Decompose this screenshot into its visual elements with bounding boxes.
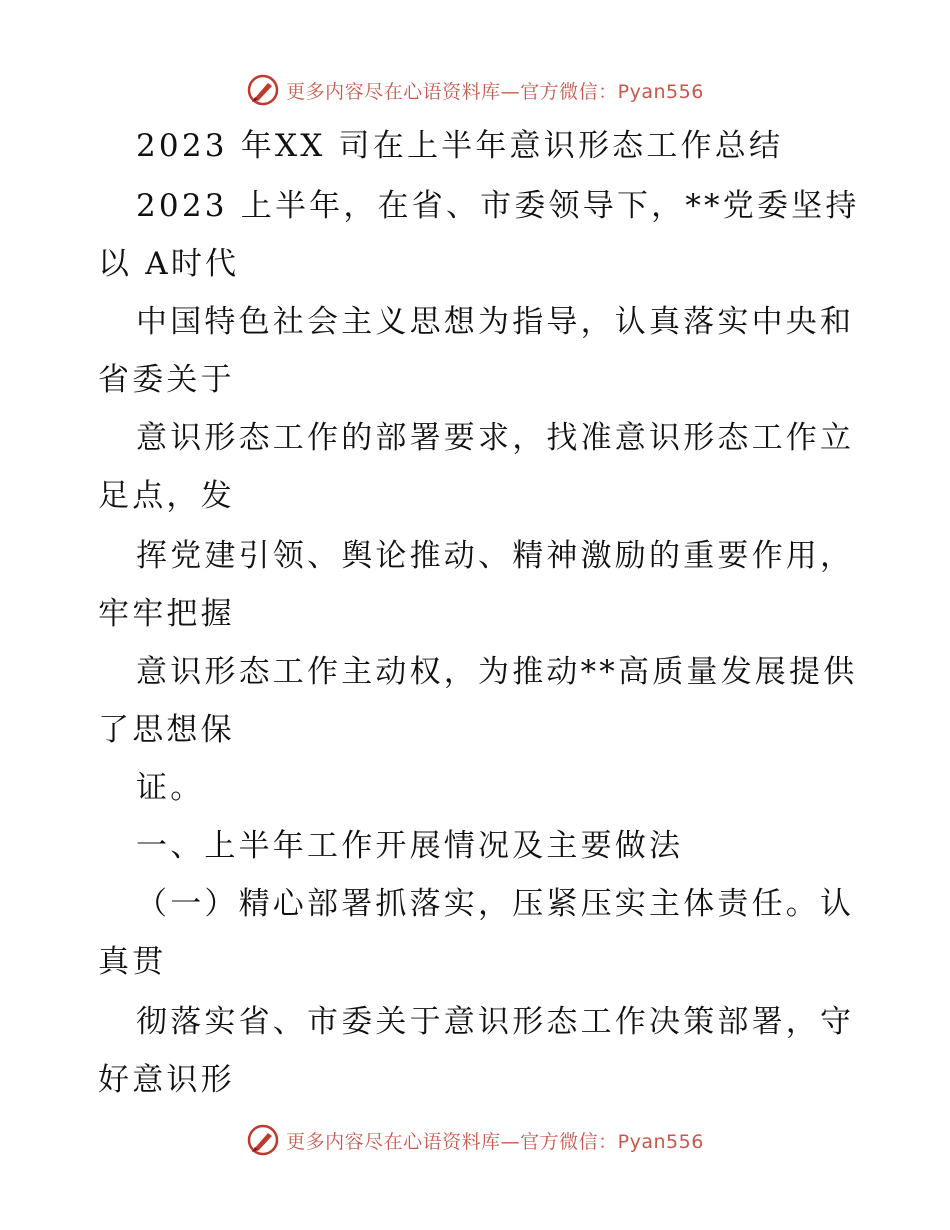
section-heading: 一、上半年工作开展情况及主要做法 — [136, 828, 684, 864]
watermark-header — [0, 70, 950, 110]
watermark-text: 更多内容尽在心语资料库—官方微信：Pyan556 — [286, 1130, 704, 1153]
paragraph-line: 了思想保 — [98, 712, 235, 748]
paragraph-line: 足点，发 — [98, 478, 235, 514]
paragraph-line: 中国特色社会主义思想为指导，认真落实中央和 — [136, 304, 855, 340]
paragraph-line: 挥党建引领、舆论推动、精神激励的重要作用， — [136, 538, 855, 574]
paragraph-line: 意识形态工作的部署要求，找准意识形态工作立 — [136, 420, 855, 456]
paragraph-line: 以 A时代 — [98, 246, 240, 282]
paragraph-line: 真贯 — [98, 944, 167, 980]
paragraph-line: 彻落实省、市委关于意识形态工作决策部署，守 — [136, 1004, 855, 1040]
paragraph-line: 好意识形 — [98, 1062, 235, 1098]
watermark-footer — [0, 1120, 950, 1160]
pen-logo-icon — [246, 73, 280, 107]
paragraph-line: 省委关于 — [98, 362, 235, 398]
paragraph-line: 意识形态工作主动权，为推动**高质量发展提供 — [136, 654, 858, 690]
paragraph-line: 2023 上半年，在省、市委领导下，**党委坚持 — [136, 188, 860, 224]
pen-logo-icon — [246, 1123, 280, 1157]
paragraph-line: 证。 — [136, 770, 205, 806]
watermark-text: 更多内容尽在心语资料库—官方微信：Pyan556 — [286, 80, 704, 103]
document-title: 2023 年XX 司在上半年意识形态工作总结 — [136, 128, 784, 164]
subsection-heading: （一）精心部署抓落实，压紧压实主体责任。认 — [136, 886, 855, 922]
paragraph-line: 牢牢把握 — [98, 596, 235, 632]
